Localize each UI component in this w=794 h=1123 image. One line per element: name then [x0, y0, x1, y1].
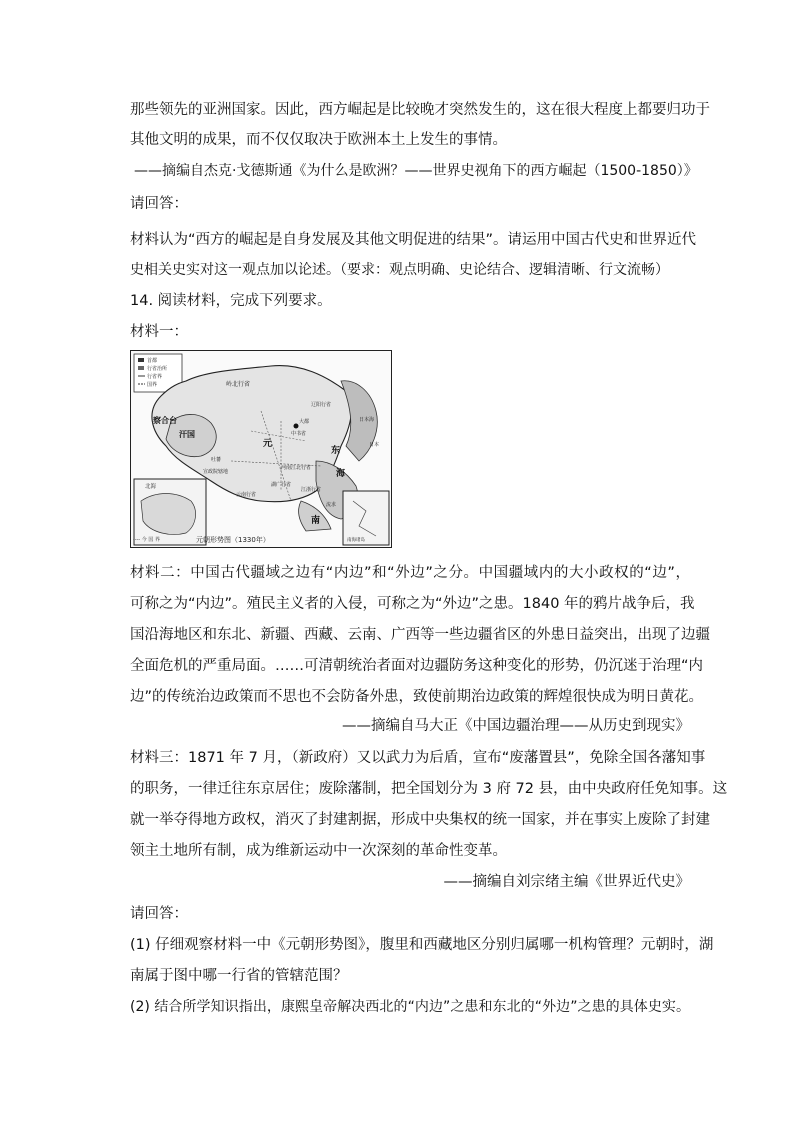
- map-legend-text: 首都: [147, 358, 158, 364]
- material3-line: 材料三：1871 年 7 月，（新政府）又以武力为后盾，宣布“废藩置县”，免除全国各藩知事: [130, 750, 706, 766]
- map-label: 南海诸岛: [347, 538, 365, 543]
- map-label: 元: [263, 439, 273, 449]
- material2-line: 边”的传统治边政策而不思也不会防备外患，致使前期治边政策的辉煌很快成为明日黄花。: [130, 689, 704, 705]
- legend-swatch: [138, 358, 144, 362]
- map-label: 中书省: [291, 431, 307, 437]
- material2-line: 国沿海地区和东北、新疆、西藏、云南、广西等一些边疆省区的外患日益突出，出现了边疆: [130, 627, 710, 643]
- map-label: 北海: [145, 484, 157, 490]
- source-citation: ——摘编自杰克·戈德斯通《为什么是欧洲？——世界史视角下的西方崛起（1500-1850）》: [134, 163, 698, 179]
- map-label: 汗国: [179, 430, 195, 439]
- map-label: 日本: [369, 442, 380, 448]
- map-label: 察合台: [153, 416, 177, 425]
- map-legend-text: 国界: [147, 382, 158, 388]
- paragraph-line: 其他文明的成果，而不仅仅取决于欧洲本土上发生的事情。: [130, 132, 507, 148]
- map-legend-text: 行省界: [147, 374, 163, 380]
- map-legend-text: 行省治所: [147, 366, 168, 372]
- map-caption: 元朝形势图（1330年）: [196, 536, 270, 544]
- capital-marker: [294, 424, 299, 429]
- map-label: 东: [331, 446, 341, 456]
- material3-line: 领主土地所有制，成为维新运动中一次深刻的革命性变革。: [130, 843, 507, 859]
- legend-swatch: [138, 366, 144, 370]
- material3-line: 的职务，一律迁往东京居住；废除藩制，把全国划分为 3 府 72 县，由中央政府任免知事。这: [130, 781, 728, 797]
- material-label: 材料一：: [130, 324, 188, 340]
- material2-line: 材料二：中国古代疆域之边有“内边”和“外边”之分。中国疆域内的大小政权的“边”，: [130, 565, 690, 581]
- question-line: (1) 仔细观察材料一中《元朝形势图》，腹里和西藏地区分别归属哪一机构管理？元朝时，湖: [130, 937, 714, 953]
- source-citation: ——摘编自刘宗绪主编《世界近代史》: [443, 874, 690, 890]
- question-line: (2) 结合所学知识指出，康熙皇帝解决西北的“内边”之患和东北的“外边”之患的具体史实。: [130, 999, 690, 1015]
- map-label: 南: [311, 516, 321, 526]
- map-label: 湖广行省: [271, 482, 292, 488]
- map-label: 流求: [326, 502, 337, 508]
- map-label: 云南行省: [236, 492, 257, 498]
- yuan-dynasty-map: [130, 350, 392, 548]
- prompt-label: 请回答：: [130, 196, 188, 212]
- material2-line: 可称之为“内边”。殖民主义者的入侵，可称之为“外边”之患。1840 年的鸦片战争后，我: [130, 596, 695, 612]
- map-label: 江浙行省: [301, 487, 322, 493]
- map-drawing: [131, 351, 393, 549]
- map-label: 河南江北行省: [281, 465, 312, 471]
- map-bottom-legend: ---- 今 国 界: [133, 537, 160, 543]
- material2-line: 全面危机的严重局面。……可清朝统治者面对边疆防务这种变化的形势，仍沉迷于治理“内: [130, 658, 704, 674]
- paragraph-line: 那些领先的亚洲国家。因此，西方崛起是比较晚才突然发生的，这在很大程度上都要归功于: [130, 102, 710, 118]
- map-label: 吐蕃: [211, 457, 222, 463]
- material3-line: 就一举夺得地方政权，消灭了封建割据，形成中央集权的统一国家，并在事实上废除了封建: [130, 812, 710, 828]
- inset-map-right: [343, 491, 389, 545]
- question-line: 南属于图中哪一行省的管辖范围？: [130, 968, 348, 984]
- source-citation: ——摘编自马大正《中国边疆治理——从历史到现实》: [342, 718, 690, 734]
- task-line: 材料认为“西方的崛起是自身发展及其他文明促进的结果”。请运用中国古代史和世界近代: [130, 232, 697, 248]
- map-label: 辽阳行省: [311, 402, 332, 408]
- map-label: 岭北行省: [226, 381, 251, 388]
- map-label: 日本海: [359, 417, 375, 423]
- map-label: 大都: [299, 419, 310, 425]
- map-label: 海: [336, 469, 346, 479]
- task-line: 史相关史实对这一观点加以论述。（要求：观点明确、史论结合、逻辑清晰、行文流畅）: [130, 262, 669, 278]
- question-title: 14. 阅读材料，完成下列要求。: [130, 293, 332, 309]
- map-label: 宣政院辖地: [203, 469, 229, 475]
- prompt-label: 请回答：: [130, 906, 188, 922]
